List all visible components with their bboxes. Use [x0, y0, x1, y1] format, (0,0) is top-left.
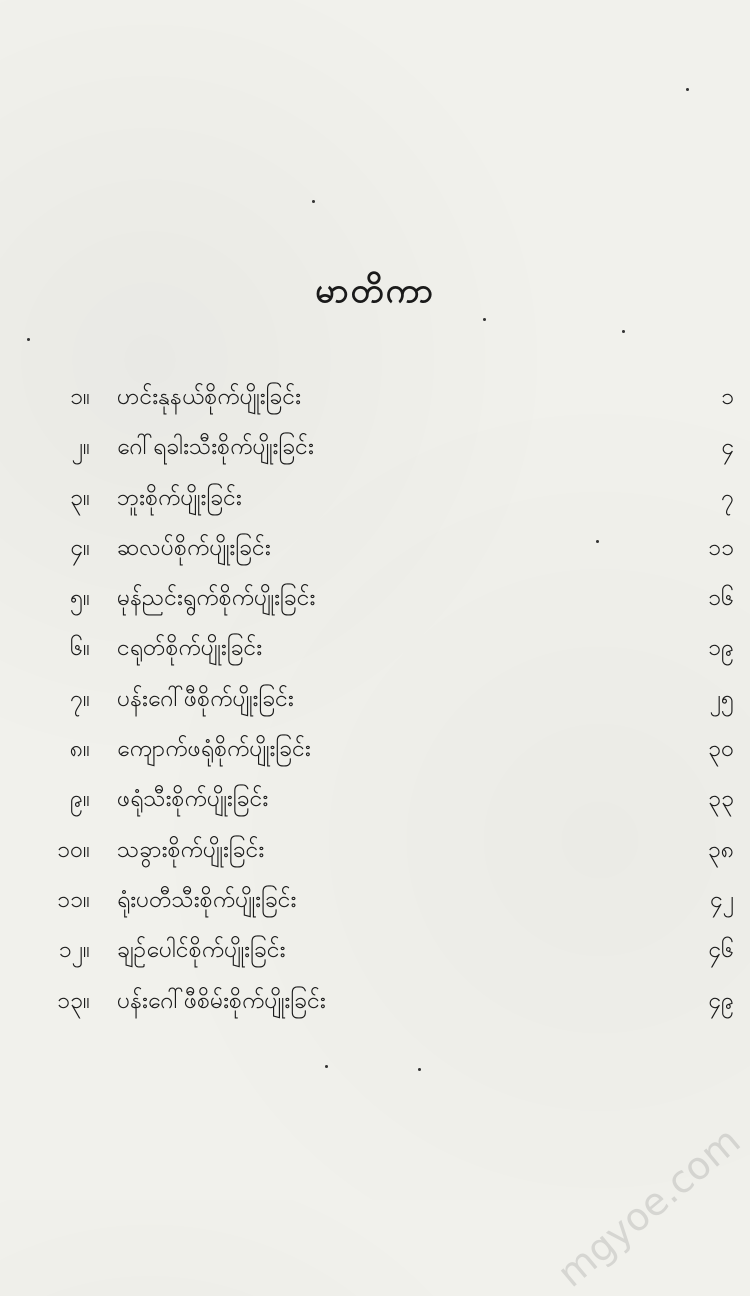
toc-entry-title: ရုံးပတီသီးစိုက်ပျိုးခြင်း [117, 886, 297, 913]
watermark: mgyoe.com [548, 1118, 748, 1296]
toc-entry-title: ဂေါ်ရခါးသီးစိုက်ပျိုးခြင်း [117, 434, 314, 461]
toc-entry-page-number: ၃၈ [707, 836, 734, 863]
toc-entry-title: ဆလပ်စိုက်ပျိုးခြင်း [117, 534, 271, 561]
paper-speck [325, 1065, 328, 1068]
toc-entry-title: ပန်းဂေါ်ဖီစိမ်းစိုက်ပျိုးခြင်း [117, 987, 326, 1014]
toc-entry [0, 774, 750, 824]
toc-entry-title: ဟင်းနုနယ်စိုက်ပျိုးခြင်း [117, 384, 301, 410]
toc-entry [0, 925, 750, 975]
toc-entry-title: ချဉ်ပေါင်စိုက်ပျိုးခြင်း [117, 937, 286, 964]
paper-speck [27, 338, 30, 341]
page-title: မာတိကာ [315, 271, 435, 311]
toc-entry [0, 523, 750, 573]
toc-entry-page-number: ၁ [721, 384, 734, 410]
toc-entry [0, 422, 750, 472]
toc-entry-number: ၃။ [70, 484, 90, 511]
toc-entry-number: ၄။ [70, 534, 90, 561]
toc-entry-page-number: ၃၃ [708, 786, 734, 813]
toc-entry-number: ၉။ [70, 786, 90, 813]
toc-entry-number: ၁၀။ [57, 836, 90, 863]
toc-entry [0, 825, 750, 875]
paper-speck [312, 200, 315, 203]
paper-speck [622, 330, 625, 333]
toc-entry [0, 573, 750, 623]
toc-entry-number: ၅။ [70, 585, 90, 612]
toc-entry-number: ၁၁။ [57, 886, 90, 913]
toc-entry-title: ငရုတ်စိုက်ပျိုးခြင်း [117, 635, 263, 662]
toc-entry [0, 724, 750, 774]
toc-entry-title: ဖရုံသီးစိုက်ပျိုးခြင်း [117, 786, 269, 813]
toc-entry-title: သခွားစိုက်ပျိုးခြင်း [117, 836, 265, 863]
toc-entry-title: ပန်းဂေါ်ဖီစိုက်ပျိုးခြင်း [117, 685, 294, 712]
toc-entry-number: ၁၂။ [58, 937, 90, 964]
toc-entry-page-number: ၄ [721, 434, 734, 461]
toc-entry [0, 623, 750, 673]
toc-entry-page-number: ၁၆ [708, 585, 734, 612]
toc-entry [0, 875, 750, 925]
toc-entry-title: ကျောက်ဖရုံစိုက်ပျိုးခြင်း [117, 736, 311, 763]
toc-entry-page-number: ၄၉ [708, 987, 734, 1014]
toc-entry [0, 674, 750, 724]
toc-entry-page-number: ၁၉ [708, 635, 734, 662]
toc-entry-number: ၆။ [70, 635, 90, 662]
toc-entry-title: မုန်ညင်းရွက်စိုက်ပျိုးခြင်း [117, 585, 316, 612]
toc-entry-page-number: ၁၁ [708, 534, 734, 561]
toc-entry-page-number: ၄၆ [708, 937, 734, 964]
toc-entry-number: ၇။ [70, 685, 90, 712]
toc-entry-number: ၂။ [71, 434, 90, 461]
table-of-contents [0, 372, 750, 1026]
toc-entry-number: ၈။ [69, 736, 90, 763]
toc-entry-page-number: ၂၅ [709, 685, 734, 712]
paper-speck [418, 1068, 421, 1071]
toc-entry-page-number: ၇ [721, 484, 734, 511]
toc-entry [0, 473, 750, 523]
toc-entry-title: ဘူးစိုက်ပျိုးခြင်း [117, 484, 242, 511]
toc-entry-page-number: ၃၀ [708, 736, 734, 763]
paper-speck [686, 88, 689, 91]
toc-entry-number: ၁၃။ [57, 987, 90, 1014]
toc-entry-number: ၁။ [70, 384, 90, 410]
toc-entry-page-number: ၄၂ [709, 886, 734, 913]
toc-entry [0, 976, 750, 1026]
toc-entry [0, 372, 750, 422]
